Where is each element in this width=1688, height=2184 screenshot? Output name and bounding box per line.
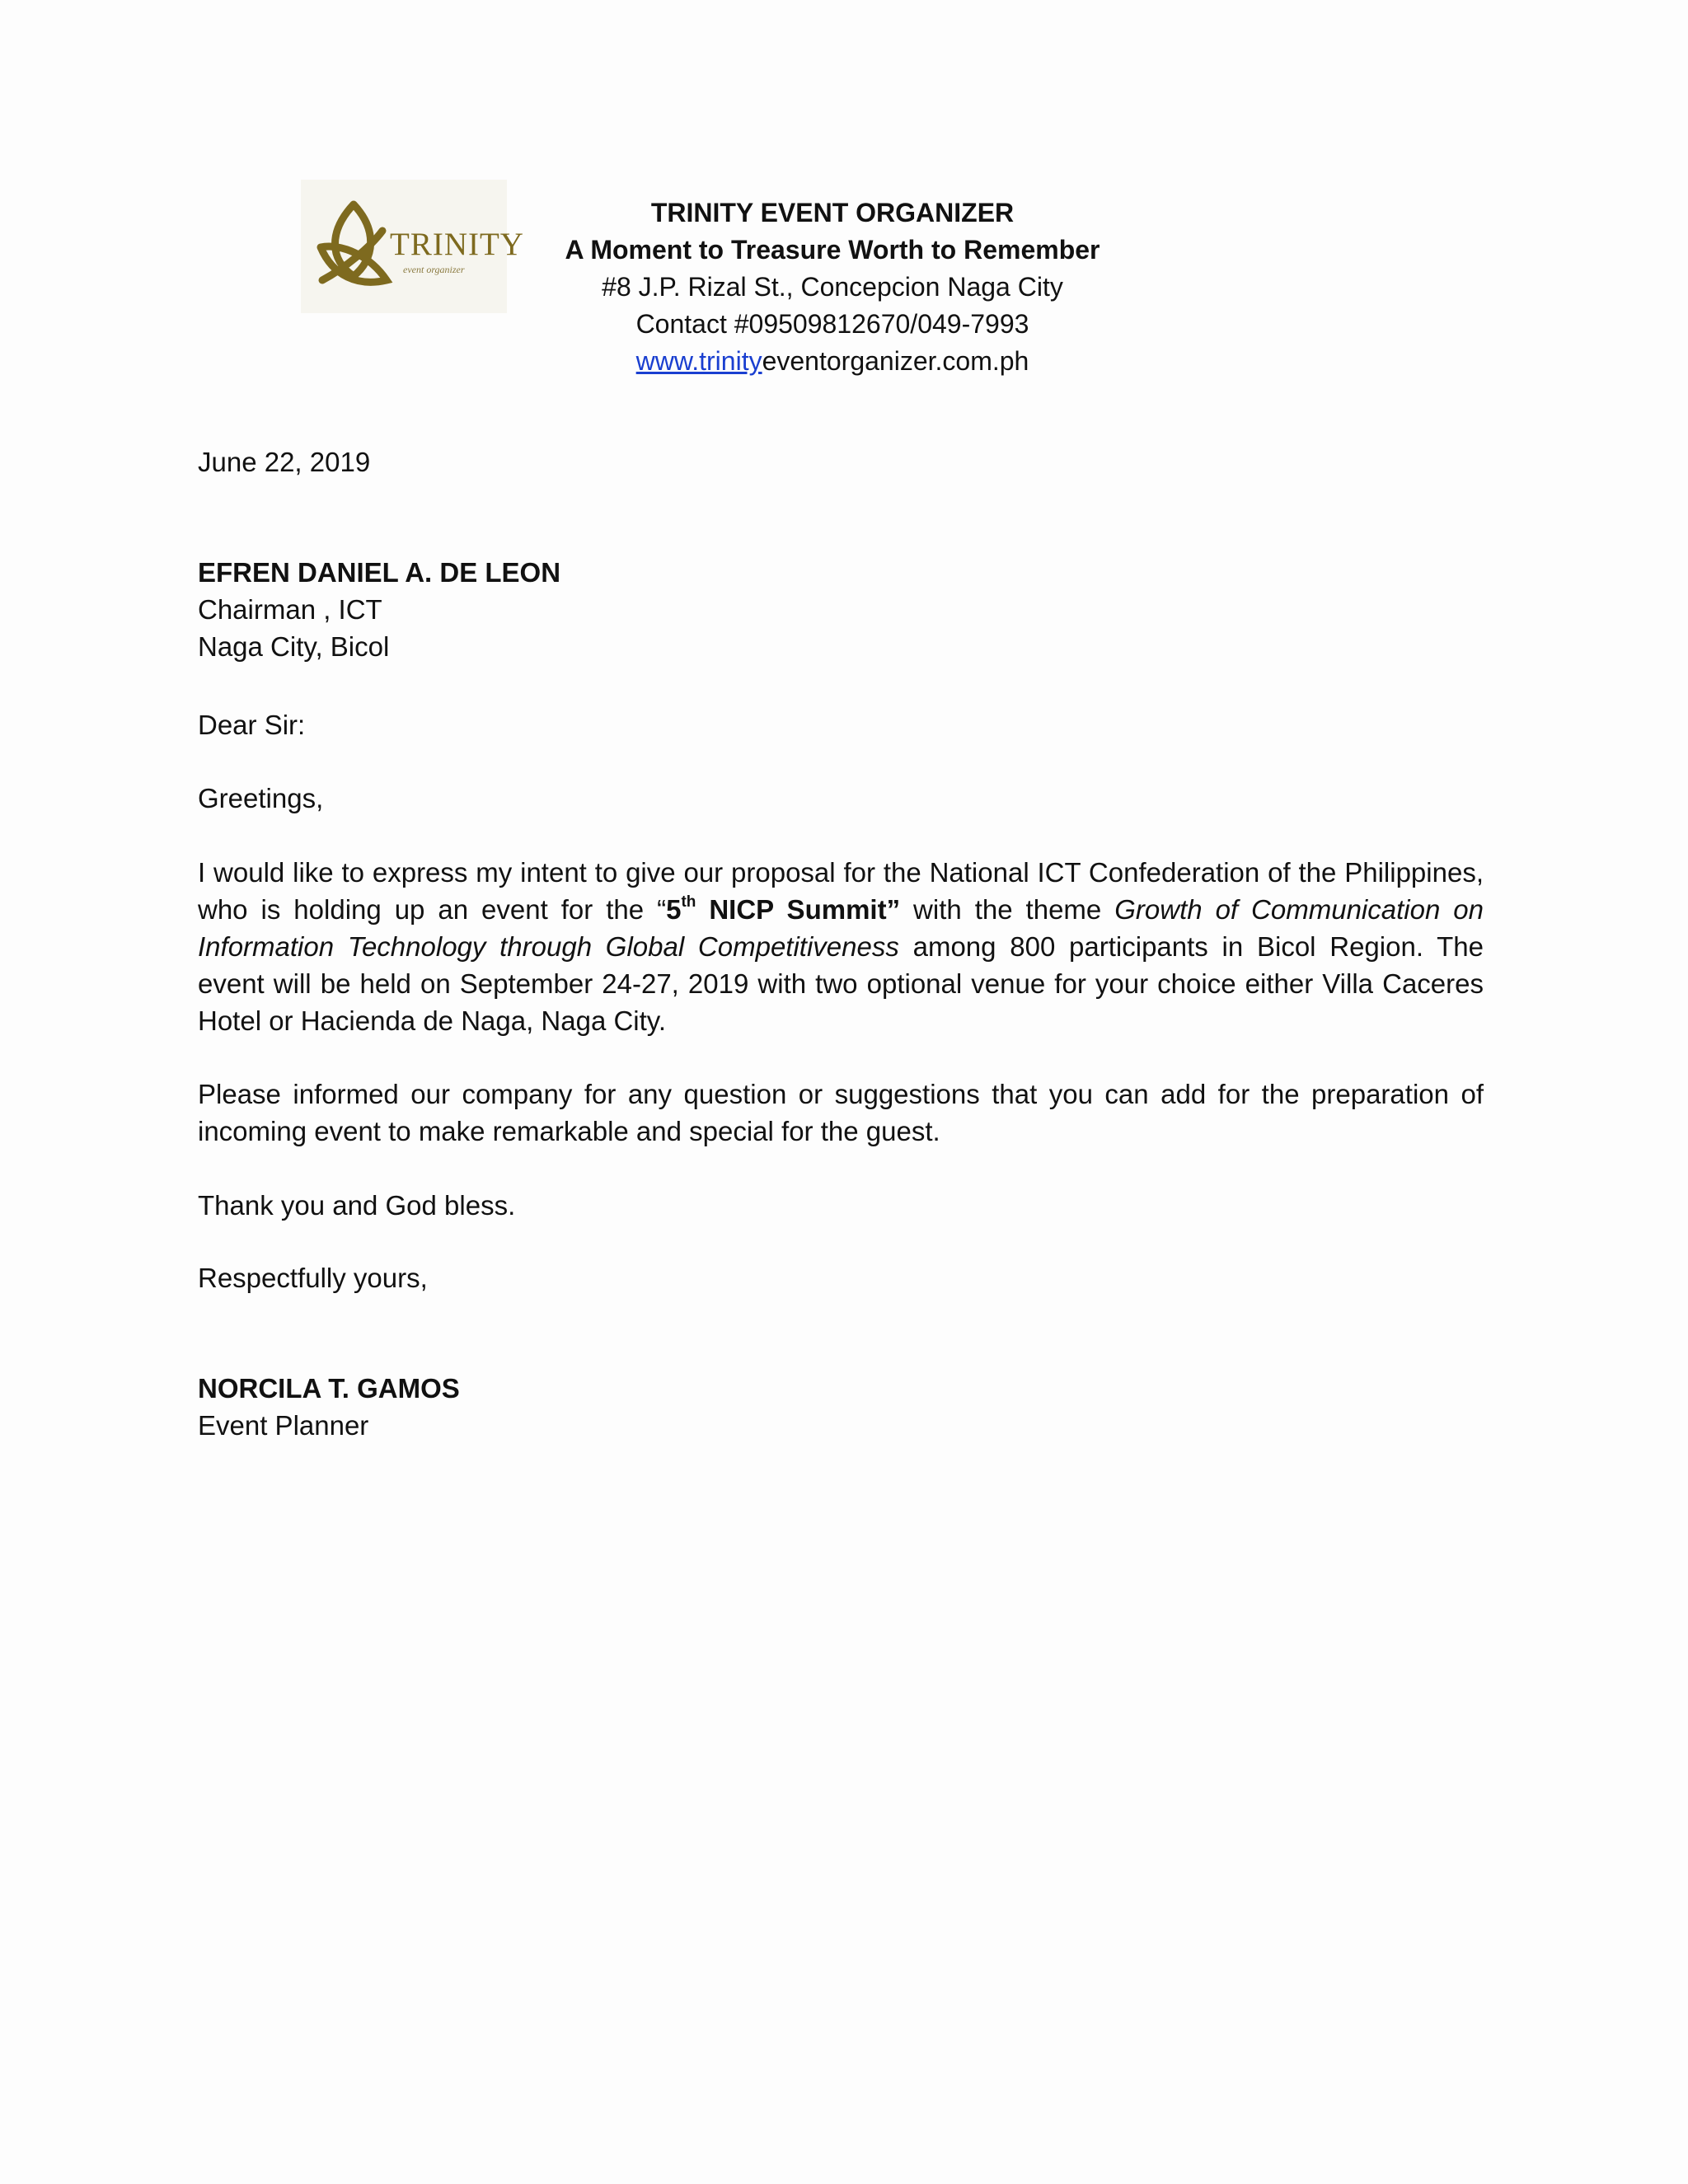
logo-wordmark: TRINITY <box>390 227 524 262</box>
company-address: #8 J.P. Rizal St., Concepcion Naga City <box>602 272 1063 302</box>
body-paragraph-2: Please informed our company for any question or suggestions that you can add for the preparation of incoming event to make remarkable and special for the guest. <box>198 1079 1484 1146</box>
company-logo <box>301 180 524 313</box>
company-contact: Contact #09509812670/049-7993 <box>635 309 1029 339</box>
event-name: NICP Summit” <box>696 894 901 925</box>
salutation: Dear Sir: <box>198 710 306 740</box>
recipient-block <box>198 554 1484 665</box>
website-rest: eventorganizer.com.ph <box>762 346 1029 376</box>
signatory-name: NORCILA T. GAMOS <box>198 1373 460 1404</box>
p1-text-a: I would like to express my intent to give our proposal for the National ICT Confederation of the Philippines, who is holding up an event for the “ <box>198 857 1484 925</box>
company-name: TRINITY EVENT ORGANIZER <box>650 198 1015 227</box>
signature-block <box>198 1370 1484 1444</box>
company-website <box>503 343 1162 380</box>
greeting: Greetings, <box>198 783 324 813</box>
website-link[interactable]: www.trinity <box>635 346 762 376</box>
recipient-name: EFREN DANIEL A. DE LEON <box>198 557 561 588</box>
body-paragraph-3: Thank you and God bless. <box>198 1190 516 1221</box>
company-tagline: A Moment to Treasure Worth to Remember <box>565 235 1100 265</box>
recipient-title: Chairman , ICT <box>198 594 382 625</box>
signatory-title: Event Planner <box>198 1410 369 1441</box>
p1-text-b: with the theme <box>900 894 1115 925</box>
letterhead <box>503 194 1162 380</box>
event-ordinal: th <box>681 893 696 911</box>
recipient-location: Naga City, Bicol <box>198 631 390 662</box>
triquetra-icon <box>312 198 395 297</box>
p1-text-c: among 800 participants in Bicol Region. The event will be held on September 24-27, 2019 with two optional venue for your choice either Villa Caceres Hotel or Hacienda de Naga, Naga City. <box>198 931 1484 1036</box>
event-theme: Growth of Communication on Information Technology through Global Competitiveness <box>198 894 1484 962</box>
letter-date: June 22, 2019 <box>198 447 371 477</box>
closing: Respectfully yours, <box>198 1263 428 1293</box>
logo-subtitle: event organizer <box>403 264 465 275</box>
body-paragraph-1 <box>198 854 1484 1039</box>
event-number: 5 <box>666 894 682 925</box>
